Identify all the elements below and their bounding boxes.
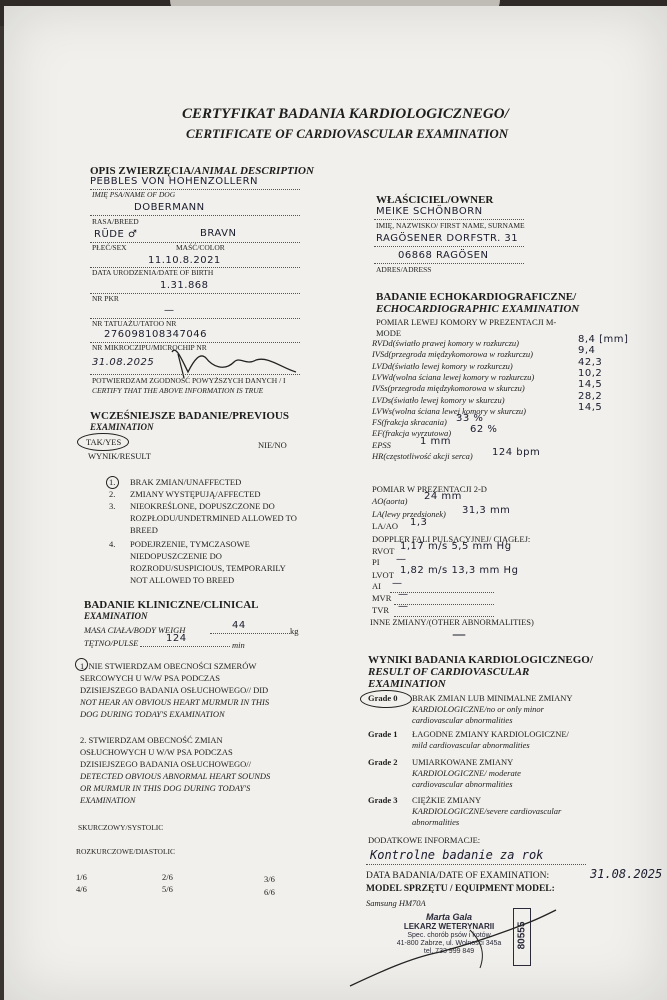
auscultation-2-line-5: OR MURMUR IN THIS DOG DURING TODAY'S xyxy=(80,783,251,793)
pulse-unit: min xyxy=(232,640,245,650)
dog-name-label: IMIĘ PSA/NAME OF DOG xyxy=(92,190,176,199)
la-label: LA(lewy przedsionek) xyxy=(372,509,446,519)
grade-label: Grade 2 xyxy=(368,757,398,767)
ai-label: AI xyxy=(372,581,381,591)
stamp-number: 80555 xyxy=(516,921,528,950)
auscultation-2-line-1: 2. STWIERDZAM OBECNOŚĆ ZMIAN xyxy=(80,735,223,745)
clinical-heading-2: EXAMINATION xyxy=(84,611,148,621)
auscultation-1-line-2: SERCOWYCH U W/W PSA PODCZAS xyxy=(80,673,220,683)
pi-label: PI xyxy=(372,557,380,567)
owner-addr-label: ADRES/ADRESS xyxy=(376,265,432,274)
echo-row-label: HR(częstotliwość akcji serca) xyxy=(372,451,473,461)
pi-value: — xyxy=(396,554,407,565)
weight-label: MASA CIAŁA/BODY WEIGH xyxy=(84,625,186,635)
lvot-label: LVOT xyxy=(372,570,394,580)
result-4-line-4: NOT ALLOWED TO BREED xyxy=(130,575,235,585)
grade-description-line: mild cardiovascular abnormalities xyxy=(412,740,530,750)
vet-stamp xyxy=(384,912,514,956)
extra-label: DODATKOWE INFORMACJE: xyxy=(368,835,481,845)
result-2-num: 2. xyxy=(109,489,116,499)
echo-row-value: 14,5 xyxy=(578,379,603,390)
grade-description-line: KARDIOLOGICZNE/no or only minor xyxy=(412,704,544,714)
laao-value: 1,3 xyxy=(410,517,428,528)
ao-label: AO(aorta) xyxy=(372,496,408,506)
doppler-label: DOPPLER FALI PULSACYJNEJ/ CIĄGŁEJ: xyxy=(372,534,531,544)
systolic-label: SKURCZOWY/SYSTOLIC xyxy=(78,823,164,832)
color-label: MAŚĆ/COLOR xyxy=(176,243,225,252)
echo-row-value: 9,4 xyxy=(578,345,596,356)
stamp-address: 41-800 Zabrze, ul. Wolności 345a xyxy=(396,939,502,947)
grade-label: Grade 1 xyxy=(368,729,398,739)
echo-row-value: 1 mm xyxy=(420,436,452,447)
date-label: DATA BADANIA/DATE OF EXAMINATION: xyxy=(366,871,550,881)
pulse-value: 124 xyxy=(166,633,187,644)
echo-row-label: EF(frakcja wyrzutowa) xyxy=(372,428,452,438)
pkr-value-2: — xyxy=(164,305,175,316)
result-3-num: 3. xyxy=(109,501,116,511)
weight-unit: kg xyxy=(290,626,299,636)
echo-row-label: RVDd(światło prawej komory w rozkurczu) xyxy=(372,338,520,348)
result-label: WYNIK/RESULT xyxy=(88,451,151,461)
result-4-line-2: NIEDOPUSZCZENIE DO xyxy=(130,551,222,561)
auscultation-1-line-4: NOT HEAR AN OBVIOUS HEART MURMUR IN THIS xyxy=(80,697,270,707)
auscultation-2-line-4: DETECTED OBVIOUS ABNORMAL HEART SOUNDS xyxy=(80,771,271,781)
grade-4-6: 4/6 xyxy=(76,884,87,894)
color-value: BRAVN xyxy=(200,228,237,239)
echo-row-label: LVDd(światło lewej komory w rozkurczu) xyxy=(372,361,513,371)
weight-value: 44 xyxy=(232,620,246,631)
echo-row-value: 42,3 xyxy=(578,357,603,368)
confirm-pl: POTWIERDZAM ZGODNOŚĆ POWYŻSZYCH DANYCH / I xyxy=(92,376,286,385)
model-value: Samsung HM70A xyxy=(366,898,426,908)
owner-name-label: IMIĘ, NAZWISKO/ FIRST NAME, SURNAME xyxy=(376,221,525,230)
date-value: 31.08.2025 xyxy=(590,867,663,881)
extra-value: Kontrolne badanie za rok xyxy=(370,848,544,862)
diastolic-label: ROZKURCZOWE/DIASTOLIC xyxy=(76,847,176,856)
owner-name-value: MEIKE SCHÖNBORN xyxy=(376,206,483,217)
animal-heading: OPIS ZWIERZĘCIA/ANIMAL DESCRIPTION xyxy=(90,165,314,177)
echo-sub-2: MODE xyxy=(376,328,402,338)
echo-row-label: FS(frakcja skracania) xyxy=(372,417,447,427)
rvot-label: RVOT xyxy=(372,546,395,556)
twod-heading: POMIAR W PREZENTACJI 2-D xyxy=(372,484,487,494)
result-3-line-2: ROZPŁODU/UNDETRMINED ALLOWED TO xyxy=(130,513,297,523)
result-3-line-1: NIEOKREŚLONE, DOPUSZCZONE DO xyxy=(130,501,275,511)
previous-heading: WCZEŚNIEJSZE BADANIE/PREVIOUS xyxy=(90,410,289,422)
results-heading: WYNIKI BADANIA KARDIOLOGICZNEGO/ xyxy=(368,654,593,666)
dob-label: DATA URODZENIA/DATE OF BIRTH xyxy=(92,268,214,277)
tattoo-label: NR TATUAŻU/TATOO NR xyxy=(92,319,177,328)
echo-sub-1: POMIAR LEWEJ KOMORY W PREZENTACJI M- xyxy=(376,317,557,327)
grade-description-line: ŁAGODNE ZMIANY KARDIOLOGICZNE/ xyxy=(412,729,569,739)
result-1-num: 1. xyxy=(109,477,116,487)
sex-value: RÜDE ♂ xyxy=(94,229,138,240)
echo-row-label: LVWd(wolna ściana lewej komory w rozkurczu) xyxy=(372,372,535,382)
previous-heading-2: EXAMINATION xyxy=(90,422,154,432)
tvr-label: TVR xyxy=(372,605,389,615)
echo-row-label: EPSS xyxy=(372,440,391,450)
stamp-number-box xyxy=(513,908,531,966)
echo-row-value: 124 bpm xyxy=(492,447,541,458)
grade-6-6: 6/6 xyxy=(264,887,275,897)
result-4-line-3: ROZRODU/SUSPICIOUS, TEMPORARILY xyxy=(130,563,286,573)
auscultation-1-line-5: DOG DURING TODAY'S EXAMINATION xyxy=(80,709,225,719)
other-value: — xyxy=(452,627,467,643)
owner-addr-2: 06868 RAGÖSEN xyxy=(398,250,489,261)
auscultation-1-line-3: DZISIEJSZEGO BADANIA OSŁUCHOWEGO// DID xyxy=(80,685,269,695)
grade-label: Grade 3 xyxy=(368,795,398,805)
mvr-label: MVR xyxy=(372,593,392,603)
grade-description-line: BRAK ZMIAN LUB MINIMALNE ZMIANY xyxy=(412,693,573,703)
grade-label: Grade 0 xyxy=(368,693,398,703)
chip-value: 276098108347046 xyxy=(104,329,207,340)
result-4-line-1: PODEJRZENIE, TYMCZASOWE xyxy=(130,539,250,549)
results-heading-3: EXAMINATION xyxy=(368,678,446,690)
auscultation-2-line-6: EXAMINATION xyxy=(80,795,136,805)
sign-date: 31.08.2025 xyxy=(92,357,155,368)
rvot-value: 1,17 m/s 5,5 mm Hg xyxy=(400,541,512,552)
la-value: 31,3 mm xyxy=(462,505,511,516)
owner-heading: WŁAŚCICIEL/OWNER xyxy=(376,194,494,206)
result-1-text: BRAK ZMIAN/UNAFFECTED xyxy=(130,477,242,487)
grade-description-line: KARDIOLOGICZNE/severe cardiovascular xyxy=(412,806,562,816)
other-label: INNE ZMIANY/(OTHER ABNORMALITIES) xyxy=(370,617,534,627)
grade-description-line: CIĘŻKIE ZMIANY xyxy=(412,795,482,805)
ao-value: 24 mm xyxy=(424,491,462,502)
dob-value: 11.10.8.2021 xyxy=(148,255,221,266)
grade-description-line: abnormalities xyxy=(412,817,460,827)
grade-1-6: 1/6 xyxy=(76,872,87,882)
result-2-text: ZMIANY WYSTĘPUJĄ/AFFECTED xyxy=(130,489,261,499)
pulse-label: TĘTNO/PULSE xyxy=(84,638,139,648)
pkr-value: 1.31.868 xyxy=(160,280,209,291)
stamp-name: Marta Gala xyxy=(425,912,473,922)
yes-circle xyxy=(77,433,129,451)
grade-3-6: 3/6 xyxy=(264,874,275,884)
pkr-label: NR PKR xyxy=(92,294,119,303)
auscultation-2-line-3: DZISIEJSZEGO BADANIA OSŁUCHOWEGO// xyxy=(80,759,251,769)
breed-value: DOBERMANN xyxy=(134,202,205,213)
chip-label: NR MIKROCZIPU/MICROCHIP NR xyxy=(92,343,207,352)
echo-row-label: IVSd(przegroda międzykomorowa w rozkurczu) xyxy=(372,349,533,359)
echo-heading-2: ECHOCARDIOGRAPHIC EXAMINATION xyxy=(376,303,580,315)
grade-description-line: cardiovascular abnormalities xyxy=(412,779,513,789)
auscultation-2-line-2: OSŁUCHOWYCH U W/W PSA PODCZAS xyxy=(80,747,233,757)
echo-row-label: LVDs(światło lewej komory w skurczu) xyxy=(372,395,505,405)
clinical-heading: BADANIE KLINICZNE/CLINICAL xyxy=(84,599,259,611)
sex-label: PŁEĆ/SEX xyxy=(92,243,127,252)
model-label: MODEL SPRZĘTU / EQUIPMENT MODEL: xyxy=(366,884,555,894)
echo-row-value: 10,2 xyxy=(578,368,603,379)
echo-row-value: 8,4 [mm] xyxy=(578,334,629,345)
echo-row-value: 62 % xyxy=(470,424,498,435)
echo-row-label: LVWs(wolna ściana lewej komory w skurczu) xyxy=(372,406,527,416)
auscultation-1-line-1: 1. NIE STWIERDZAM OBECNOŚCI SZMERÓW xyxy=(80,661,257,671)
grade-description-line: KARDIOLOGICZNE/ moderate xyxy=(412,768,521,778)
confirm-en: CERTIFY THAT THE ABOVE INFORMATION IS TRUE xyxy=(92,386,264,395)
result-3-line-3: BREED xyxy=(130,525,158,535)
breed-label: RASA/BREED xyxy=(92,217,139,226)
stamp-title: LEKARZ WETERYNARII xyxy=(403,922,495,932)
mvr-value: — xyxy=(398,589,409,600)
previous-yes: TAK/YES xyxy=(86,437,122,447)
laao-label: LA/AO xyxy=(372,521,398,531)
dog-name-value: PEBBLES VON HOHENZOLLERN xyxy=(90,176,259,187)
echo-row-label: IVSs(przegroda międzykomorowa w skurczu) xyxy=(372,383,525,393)
echo-row-value: 33 % xyxy=(456,413,484,424)
grade-5-6: 5/6 xyxy=(162,884,173,894)
grade-2-6: 2/6 xyxy=(162,872,173,882)
title-pl: CERTYFIKAT BADANIA KARDIOLOGICZNEGO/ xyxy=(182,106,509,122)
grade-description-line: UMIARKOWANE ZMIANY xyxy=(412,757,514,767)
ai-value: — xyxy=(392,578,403,589)
results-heading-2: RESULT OF CARDIOVASCULAR xyxy=(368,666,530,678)
previous-no: NIE/NO xyxy=(258,440,287,450)
echo-row-value: 28,2 xyxy=(578,391,603,402)
echo-row-value: 14,5 xyxy=(578,402,603,413)
stamp-spec: Spec. chorób psów i kotów xyxy=(407,931,491,939)
owner-addr-1: RAGÖSENER DORFSTR. 31 xyxy=(376,233,519,244)
tvr-value: — xyxy=(398,601,409,612)
grade-description-line: cardiovascular abnormalities xyxy=(412,715,513,725)
echo-heading: BADANIE ECHOKARDIOGRAFICZNE/ xyxy=(376,291,577,303)
result-4-num: 4. xyxy=(109,539,116,549)
lvot-value: 1,82 m/s 13,3 mm Hg xyxy=(400,565,519,576)
stamp-phone: tel. 733 999 849 xyxy=(423,947,475,955)
title-en: CERTIFICATE OF CARDIOVASCULAR EXAMINATION xyxy=(186,126,509,141)
